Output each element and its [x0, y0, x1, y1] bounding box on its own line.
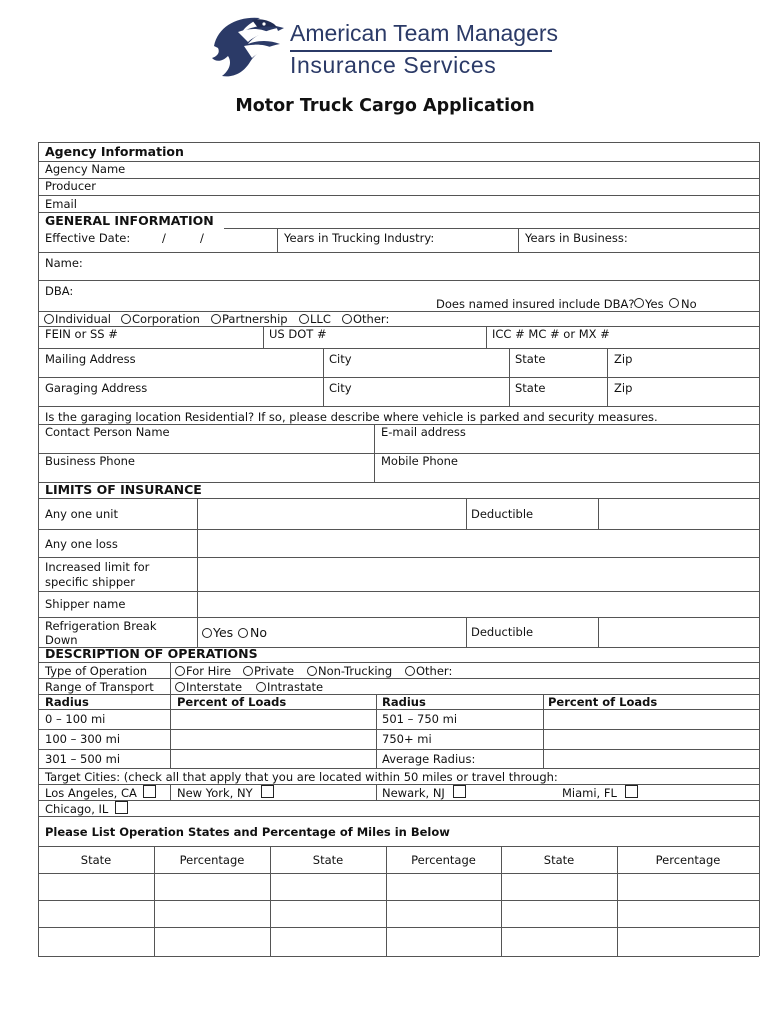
radius-header-left: Radius: [45, 695, 89, 709]
radius-501-750: 501 – 750 mi: [382, 712, 458, 726]
city-miami-label: Miami, FL: [562, 786, 617, 800]
radius-100-300: 100 – 300 mi: [45, 732, 121, 746]
divider: [38, 900, 759, 901]
effective-date-label: Effective Date:: [45, 231, 131, 245]
refrigeration-no-label: No: [250, 625, 267, 640]
states-col-header: State: [312, 853, 344, 867]
radius-header-right: Radius: [382, 695, 426, 709]
entity-individual-label: Individual: [55, 312, 112, 326]
states-col-header: State: [80, 853, 112, 867]
agency-heading: Agency Information: [45, 144, 184, 159]
states-table-heading: Please List Operation States and Percentage of Miles in Below: [45, 825, 450, 839]
dba-yes-radio[interactable]: [634, 298, 644, 308]
operations-heading: DESCRIPTION OF OPERATIONS: [45, 646, 258, 661]
fein-label: FEIN or SS #: [45, 327, 118, 341]
op-private-label: Private: [254, 664, 295, 678]
refrig-deductible-label: Deductible: [471, 625, 534, 639]
radius-750-plus: 750+ mi: [382, 732, 432, 746]
divider: [598, 498, 599, 529]
percent-750-plus-field[interactable]: [545, 730, 758, 748]
states-col-header: Percentage: [179, 853, 245, 867]
mobile-phone-field[interactable]: [376, 469, 758, 481]
increased-limit-label-2: specific shipper: [45, 575, 135, 589]
contact-person-label: Contact Person Name: [45, 425, 170, 439]
range-interstate-label: Interstate: [186, 680, 243, 694]
divider: [38, 377, 759, 378]
range-intrastate-radio[interactable]: [256, 682, 266, 692]
range-transport-label: Range of Transport: [45, 680, 154, 694]
divider: [38, 348, 759, 349]
entity-corporation-label: Corporation: [132, 312, 200, 326]
type-operation-label: Type of Operation: [45, 664, 148, 678]
date-separator: /: [200, 231, 204, 245]
logo-line-2: Insurance Services: [290, 52, 497, 78]
mobile-phone-label: Mobile Phone: [381, 454, 459, 468]
divider: [38, 406, 759, 407]
garaging-address-label: Garaging Address: [45, 381, 148, 395]
city-new-york-checkbox[interactable]: [261, 785, 274, 798]
op-other-field[interactable]: [460, 663, 758, 677]
city-los-angeles-label: Los Angeles, CA: [45, 786, 137, 800]
refrigeration-yes-radio[interactable]: [202, 628, 212, 638]
divider: [486, 326, 487, 348]
entity-llc-radio[interactable]: [299, 314, 309, 324]
divider: [518, 228, 519, 252]
dba-field[interactable]: [80, 281, 758, 295]
divider: [376, 784, 377, 800]
refrig-deductible-field[interactable]: [600, 618, 758, 647]
limits-heading: LIMITS OF INSURANCE: [45, 482, 202, 497]
op-private-radio[interactable]: [243, 666, 253, 676]
dba-question: Does named insured include DBA?: [436, 297, 635, 311]
entity-individual-radio[interactable]: [44, 314, 54, 324]
divider: [466, 617, 467, 648]
residential-question: Is the garaging location Residential? If so, please describe where vehicle is parked and security measures.: [45, 410, 658, 424]
years-trucking-label: Years in Trucking Industry:: [284, 231, 435, 245]
average-radius-field[interactable]: [480, 750, 758, 767]
city-miami-checkbox[interactable]: [625, 785, 638, 798]
increased-limit-field[interactable]: [199, 558, 758, 590]
divider: [598, 617, 599, 648]
city-chicago-checkbox[interactable]: [115, 801, 128, 814]
op-other-label: Other:: [416, 664, 453, 678]
entity-corporation-radio[interactable]: [121, 314, 131, 324]
entity-other-label: Other:: [353, 312, 390, 326]
unit-deductible-field[interactable]: [600, 499, 758, 528]
form-border-left: [38, 142, 39, 956]
states-table-cell[interactable]: [502, 874, 617, 900]
divider: [277, 228, 278, 252]
city-newark-checkbox[interactable]: [453, 785, 466, 798]
divider: [376, 694, 377, 768]
percent-header-right: Percent of Loads: [548, 695, 658, 709]
divider: [170, 784, 171, 800]
op-other-radio[interactable]: [405, 666, 415, 676]
states-table-cell[interactable]: [618, 874, 758, 900]
effective-date-field[interactable]: [134, 229, 274, 251]
increased-limit-label: Increased limit for: [45, 560, 150, 574]
target-cities-label: Target Cities: (check all that apply that you are located within 50 miles or travel through:: [45, 770, 558, 784]
mailing-city-label: City: [329, 352, 352, 366]
any-one-unit-field[interactable]: [199, 499, 463, 528]
entity-partnership-label: Partnership: [222, 312, 288, 326]
years-business-field[interactable]: [635, 229, 757, 251]
range-interstate-radio[interactable]: [175, 682, 185, 692]
states-col-header: Percentage: [655, 853, 721, 867]
divider: [38, 678, 759, 679]
email-address-field[interactable]: [376, 440, 758, 452]
usdot-field[interactable]: [330, 327, 480, 347]
icc-field[interactable]: [615, 327, 758, 347]
contact-person-field[interactable]: [40, 440, 372, 452]
name-label: Name:: [45, 256, 83, 270]
form-border-top: [38, 142, 759, 143]
any-one-loss-label: Any one loss: [45, 537, 118, 551]
states-table-cell[interactable]: [39, 874, 154, 900]
business-phone-label: Business Phone: [45, 454, 135, 468]
divider: [38, 927, 759, 928]
producer-field[interactable]: [110, 178, 758, 195]
icc-label: ICC # MC # or MX #: [492, 327, 610, 341]
city-new-york-label: New York, NY: [177, 786, 253, 800]
page-title: Motor Truck Cargo Application: [235, 96, 535, 116]
business-phone-field[interactable]: [40, 469, 372, 481]
op-non-trucking-label: Non-Trucking: [318, 664, 393, 678]
city-los-angeles-checkbox[interactable]: [143, 785, 156, 798]
percent-301-500-field[interactable]: [172, 750, 374, 767]
divider: [38, 816, 759, 817]
any-one-loss-field[interactable]: [199, 530, 758, 557]
agency-name-label: Agency Name: [45, 162, 126, 176]
states-col-header: Percentage: [411, 853, 476, 867]
garaging-state-label: State: [515, 381, 546, 395]
percent-header-left: Percent of Loads: [177, 695, 287, 709]
radius-301-500: 301 – 500 mi: [45, 752, 121, 766]
form-border-right: [759, 142, 760, 956]
average-radius-label: Average Radius:: [382, 752, 476, 766]
garaging-address-field[interactable]: [40, 395, 322, 405]
entity-partnership-radio[interactable]: [211, 314, 221, 324]
mailing-address-label: Mailing Address: [45, 352, 136, 366]
city-newark-label: Newark, NJ: [382, 786, 445, 800]
states-col-header: State: [543, 853, 575, 867]
mailing-address-field[interactable]: [40, 366, 322, 376]
shipper-name-field[interactable]: [199, 592, 758, 616]
entity-other-field[interactable]: [398, 312, 758, 326]
city-chicago-label: Chicago, IL: [45, 802, 109, 816]
op-for-hire-label: For Hire: [186, 664, 232, 678]
logo-line-1: American Team Managers: [290, 20, 559, 46]
refrigeration-yes-label: Yes: [213, 625, 234, 640]
dba-no-label: No: [681, 297, 697, 311]
company-logo: [208, 12, 558, 80]
eagle-logo-icon: [208, 12, 288, 80]
refrigeration-label: Refrigeration Break: [45, 619, 157, 633]
radius-0-100: 0 – 100 mi: [45, 712, 106, 726]
divider: [38, 800, 759, 801]
divider: [38, 846, 759, 847]
unit-deductible-label: Deductible: [471, 507, 534, 521]
garaging-zip-label: Zip: [614, 381, 633, 395]
producer-label: Producer: [45, 179, 96, 193]
divider: [197, 498, 198, 648]
entity-llc-label: LLC: [310, 312, 331, 326]
years-business-label: Years in Business:: [525, 231, 628, 245]
garaging-city-label: City: [329, 381, 352, 395]
agency-name-field[interactable]: [130, 161, 758, 178]
date-separator: /: [162, 231, 166, 245]
states-table-cell[interactable]: [387, 874, 501, 900]
dba-label: DBA:: [45, 284, 74, 298]
mailing-state-label: State: [515, 352, 546, 366]
mailing-zip-label: Zip: [614, 352, 633, 366]
shipper-name-label: Shipper name: [45, 597, 126, 611]
name-field[interactable]: [90, 253, 758, 279]
percent-0-100-field[interactable]: [172, 710, 374, 728]
states-table-cell[interactable]: [155, 874, 270, 900]
usdot-label: US DOT #: [269, 327, 327, 341]
op-for-hire-radio[interactable]: [175, 666, 185, 676]
divider: [466, 498, 467, 529]
email-label: Email: [45, 197, 77, 211]
form-border-bottom: [38, 956, 759, 957]
email-field[interactable]: [90, 195, 758, 212]
divider: [263, 326, 264, 348]
email-address-label: E-mail address: [381, 425, 466, 439]
states-table-cell[interactable]: [271, 874, 386, 900]
general-heading: GENERAL INFORMATION: [45, 213, 214, 228]
op-non-trucking-radio[interactable]: [307, 666, 317, 676]
dba-no-radio[interactable]: [669, 298, 679, 308]
range-intrastate-label: Intrastate: [267, 680, 324, 694]
any-one-unit-label: Any one unit: [45, 507, 118, 521]
fein-field[interactable]: [130, 327, 260, 347]
dba-yes-label: Yes: [645, 297, 664, 311]
divider: [38, 768, 759, 769]
years-trucking-field[interactable]: [445, 229, 515, 251]
percent-501-750-field[interactable]: [545, 710, 758, 728]
refrigeration-label-2: Down: [45, 633, 78, 647]
percent-100-300-field[interactable]: [172, 730, 374, 748]
refrigeration-no-radio[interactable]: [238, 628, 248, 638]
entity-other-radio[interactable]: [342, 314, 352, 324]
